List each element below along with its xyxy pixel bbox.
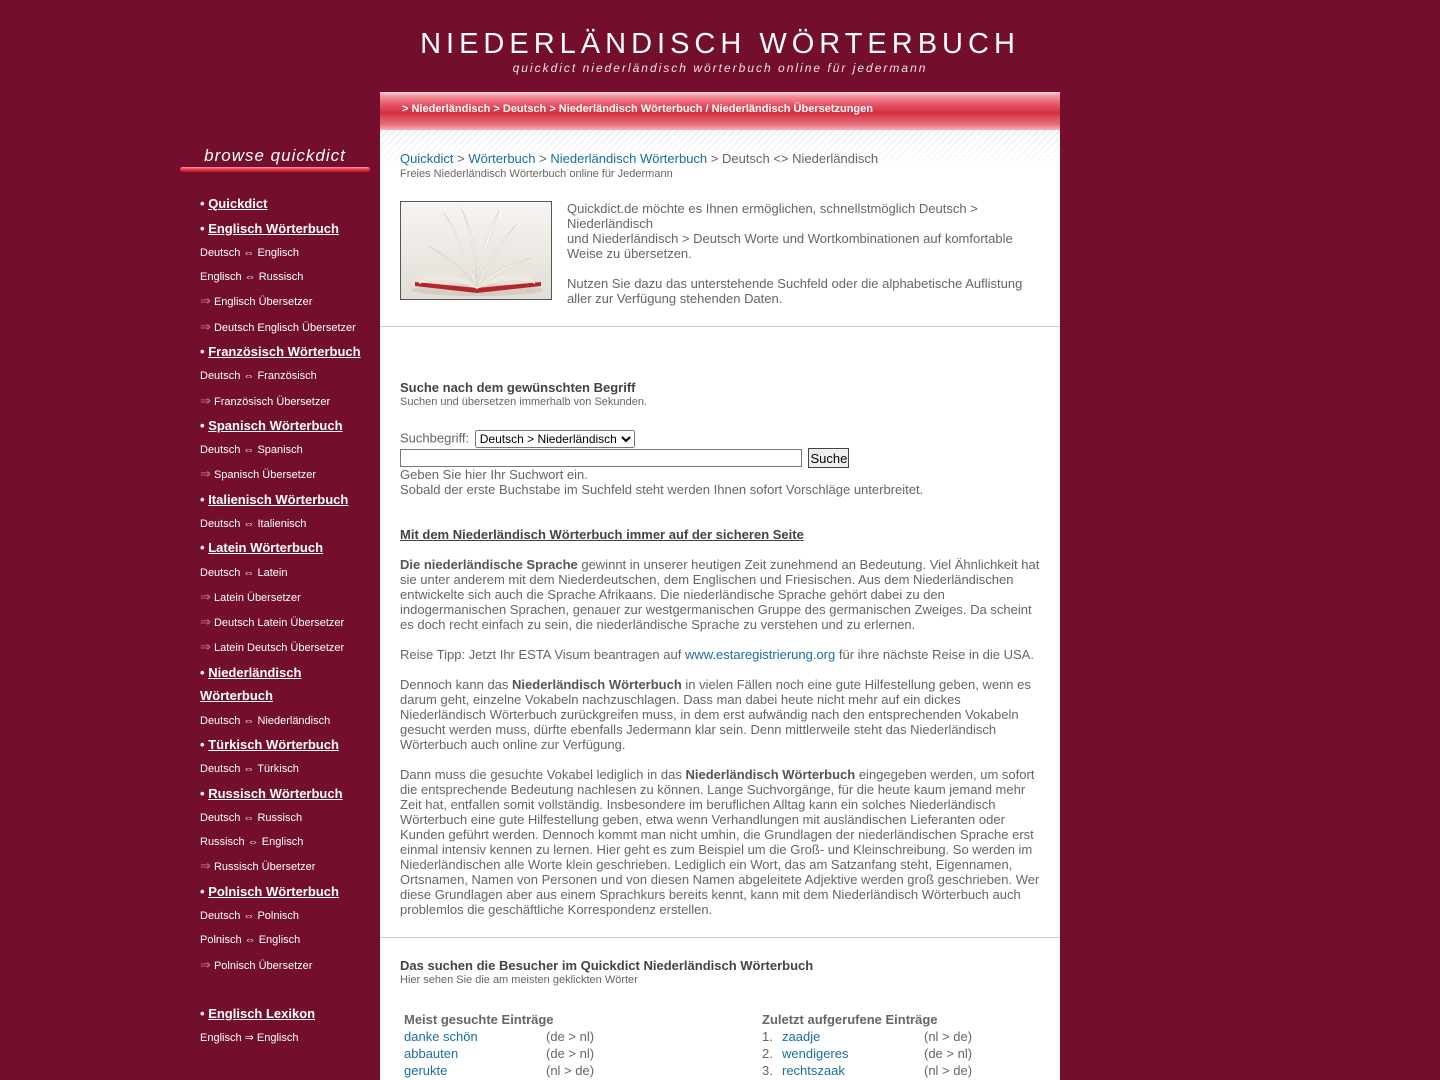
search-hint-line-1: Geben Sie hier Ihr Suchwort ein. bbox=[400, 467, 588, 482]
sidebar-item-main bbox=[200, 488, 370, 512]
entry-direction: (nl > de) bbox=[924, 1029, 973, 1044]
article-paragraph-1 bbox=[400, 557, 1040, 632]
article-p4-bold: Niederländisch Wörterbuch bbox=[685, 767, 856, 782]
sidebar-item-sub[interactable]: Deutsch ⇔ Französisch bbox=[200, 370, 317, 383]
sidebar-tool-label: Deutsch Latein Übersetzer bbox=[213, 617, 345, 630]
page-subtitle: Freies Niederländisch Wörterbuch online für Jedermann bbox=[400, 168, 673, 180]
sidebar-item-sub[interactable]: Deutsch ⇔ Spanisch bbox=[200, 444, 303, 457]
sidebar-link[interactable]: Französisch Wörterbuch bbox=[208, 343, 361, 359]
search-label: Suchbegriff: bbox=[400, 430, 470, 446]
sidebar-item-tool[interactable] bbox=[200, 610, 370, 635]
search-subheading: Suchen und übersetzen immerhalb von Sekunden. bbox=[400, 396, 648, 408]
sidebar-item-main bbox=[200, 880, 370, 904]
sidebar-item-tool[interactable] bbox=[200, 462, 370, 487]
divider bbox=[380, 326, 1060, 327]
arrow-icon: ⇒ bbox=[200, 956, 211, 972]
sidebar-item-main bbox=[200, 536, 370, 560]
top-searches-subheading: Hier sehen Sie die am meisten geklickten Wörter bbox=[400, 974, 638, 986]
entry-direction: (nl > de) bbox=[546, 1063, 595, 1078]
bullet-icon: • bbox=[200, 664, 205, 680]
sidebar-link[interactable]: Russisch Wörterbuch bbox=[208, 785, 343, 801]
article-p4-text: eingegeben werden, um sofort die entsprechende Bedeutung nachlesen zu können. Lange Suchvorgänge, für die heute kaum jemand mehr Zeit hat, entfallen somit vollständig. Insbesondere im beruflichen Alltag kann ein solches Niederländisch Wörterbuch eine gute Hilfestellung geben, etwa wenn Verhandlungen mit ausländischen Lieferanten oder Kunden geführt werden. Dennoch kommt man nicht umhin, die Grundlagen der niederländischen Sprache erst einmal intensiv kennen zu lernen. Hier geht es zum Beispiel um die Groß- und Kleinschreibung. So werden im Niederländischen alle Worte klein geschrieben. Lediglich ein Wort, das am Satzanfang steht, Eigennamen, Ortsnamen, Namen von Personen und von diesen Namen abgeleitete Adjektive werden groß geschrieben. Wer diese Grundlagen aber aus einem Sprachkurs bereits kennt, kann mit dem Niederländisch Wörterbuch auch problemlos die geschäftliche Korrespondenz erstellen. bbox=[400, 767, 1040, 917]
article-heading: Mit dem Niederländisch Wörterbuch immer auf der sicheren Seite bbox=[400, 527, 804, 542]
table-row bbox=[762, 1045, 972, 1062]
sidebar-link[interactable]: Niederländisch Wörterbuch bbox=[200, 664, 302, 704]
sidebar-link[interactable]: Englisch Lexikon bbox=[208, 1005, 316, 1021]
search-hint bbox=[400, 467, 923, 497]
arrow-icon: ⇒ bbox=[200, 293, 211, 309]
entry-number: 1. bbox=[762, 1029, 773, 1044]
bullet-icon: • bbox=[200, 491, 205, 507]
bullet-icon: • bbox=[200, 220, 205, 236]
arrow-icon: ⇒ bbox=[200, 639, 211, 655]
sidebar-item-sub[interactable]: Deutsch ⇔ Niederländisch bbox=[200, 714, 331, 727]
esta-link[interactable]: www.estaregistrierung.org bbox=[684, 647, 836, 662]
article bbox=[400, 527, 1040, 932]
table-row bbox=[404, 1045, 594, 1062]
table-cell bbox=[782, 1062, 924, 1079]
sidebar-spacer bbox=[200, 978, 370, 1002]
table-row bbox=[404, 1062, 594, 1079]
bullet-icon: • bbox=[200, 343, 205, 359]
search-hint-line-2: Sobald der erste Buchstabe im Suchfeld steht werden Ihnen sofort Vorschläge unterbreitet. bbox=[400, 482, 924, 497]
table-cell bbox=[404, 1062, 546, 1079]
sidebar-tool-label: Russisch Übersetzer bbox=[213, 861, 316, 874]
entry-link[interactable]: danke schön bbox=[404, 1029, 478, 1044]
sidebar-link[interactable]: Quickdict bbox=[208, 196, 268, 211]
intro-paragraph-2: Nutzen Sie dazu das unterstehende Suchfeld oder die alphabetische Auflistung aller zur Verfügung stehenden Daten. bbox=[567, 276, 1023, 306]
open-book-illustration bbox=[401, 202, 551, 299]
top-breadcrumb-text[interactable]: > Niederländisch > Deutsch > Niederländisch Wörterbuch / Niederländisch Übersetzungen bbox=[402, 103, 873, 115]
sidebar-item-sub[interactable]: Englisch ⇔ Russisch bbox=[200, 271, 304, 284]
sidebar-link[interactable]: Italienisch Wörterbuch bbox=[208, 491, 349, 507]
entry-link[interactable]: gerukte bbox=[404, 1063, 448, 1078]
table-header-row bbox=[404, 1011, 594, 1028]
sidebar-link[interactable]: Latein Wörterbuch bbox=[208, 540, 324, 556]
entry-link[interactable]: abbauten bbox=[404, 1046, 459, 1061]
table-row bbox=[762, 1062, 972, 1079]
article-p3-pre: Dennoch kann das bbox=[400, 677, 513, 692]
sidebar-link[interactable]: Englisch Wörterbuch bbox=[208, 220, 339, 236]
sidebar-link[interactable]: Polnisch Wörterbuch bbox=[208, 883, 339, 899]
article-p2-post: für ihre nächste Reise in die USA. bbox=[835, 647, 1034, 662]
entry-link[interactable]: rechtszaak bbox=[782, 1063, 845, 1078]
entry-direction: (nl > de) bbox=[924, 1063, 973, 1078]
sidebar-item-main bbox=[200, 340, 370, 364]
sidebar bbox=[180, 146, 370, 1050]
bullet-icon: • bbox=[200, 883, 205, 899]
sidebar-tool-label: Latein Deutsch Übersetzer bbox=[213, 642, 345, 655]
breadcrumb-link-niederlaendisch[interactable]: Niederländisch Wörterbuch bbox=[550, 151, 708, 166]
entry-link[interactable]: zaadje bbox=[782, 1029, 821, 1044]
article-p3-bold: Niederländisch Wörterbuch bbox=[512, 677, 682, 692]
bullet-icon: • bbox=[200, 417, 205, 433]
entry-direction: (de > nl) bbox=[546, 1046, 595, 1061]
article-paragraph-4 bbox=[400, 767, 1040, 917]
most-searched-title: Meist gesuchte Einträge bbox=[404, 1012, 554, 1027]
arrow-icon: ⇒ bbox=[200, 589, 211, 605]
search-heading: Suche nach dem gewünschten Begriff bbox=[400, 380, 636, 395]
table-cell bbox=[782, 1028, 924, 1045]
most-searched-table bbox=[404, 1011, 594, 1079]
sidebar-item-main bbox=[200, 192, 370, 216]
sidebar-tool-label: Polnisch Übersetzer bbox=[213, 959, 313, 972]
arrow-icon: ⇒ bbox=[200, 318, 211, 334]
table-row bbox=[404, 1028, 594, 1045]
sidebar-item-main bbox=[200, 414, 370, 438]
table-cell bbox=[404, 1045, 546, 1062]
table-cell bbox=[782, 1045, 924, 1062]
search-button[interactable]: Suche bbox=[808, 448, 849, 468]
site-title: NIEDERLÄNDISCH WÖRTERBUCH bbox=[420, 28, 1020, 60]
sidebar-title: browse quickdict bbox=[204, 146, 346, 165]
sidebar-item-sub[interactable]: Englisch ⇒ Englisch bbox=[200, 1032, 299, 1045]
intro-line-2: und Niederländisch > Deutsch Worte und Wortkombinationen auf komfortable Weise zu übersetzen. bbox=[567, 231, 1013, 261]
sidebar-tool-label: Spanisch Übersetzer bbox=[213, 469, 317, 482]
breadcrumb-separator: > bbox=[710, 151, 719, 166]
sidebar-item-tool[interactable] bbox=[200, 635, 370, 660]
breadcrumb-link-quickdict[interactable]: Quickdict bbox=[400, 151, 454, 166]
article-paragraph-2 bbox=[400, 647, 1040, 662]
breadcrumb-separator: > bbox=[539, 151, 547, 166]
top-searches-heading: Das suchen die Besucher im Quickdict Niederländisch Wörterbuch bbox=[400, 958, 814, 973]
entry-direction: (de > nl) bbox=[924, 1046, 973, 1061]
sidebar-item-main bbox=[200, 661, 370, 708]
search-input[interactable] bbox=[400, 449, 802, 467]
bullet-icon: • bbox=[200, 1005, 205, 1021]
arrow-icon: ⇒ bbox=[200, 614, 211, 630]
article-p2-pre: Reise Tipp: Jetzt Ihr ESTA Visum beantragen auf bbox=[400, 647, 685, 662]
sidebar-item-sub[interactable]: Polnisch ⇔ Englisch bbox=[200, 934, 301, 947]
sidebar-item-tool[interactable] bbox=[200, 389, 370, 414]
bullet-icon: • bbox=[200, 540, 205, 556]
arrow-icon: ⇒ bbox=[200, 858, 211, 874]
site-subtitle: quickdict niederländisch wörterbuch online für jedermann bbox=[512, 61, 928, 75]
intro-line-1: Quickdict.de möchte es Ihnen ermöglichen, schnellstmöglich Deutsch > Niederländisch bbox=[567, 201, 978, 231]
recent-entries-title: Zuletzt aufgerufene Einträge bbox=[762, 1012, 938, 1027]
sidebar-tool-label: Englisch Übersetzer bbox=[213, 296, 313, 309]
arrow-icon: ⇒ bbox=[200, 466, 211, 482]
intro-text bbox=[567, 201, 1037, 321]
breadcrumb-link-woerterbuch[interactable]: Wörterbuch bbox=[468, 151, 536, 166]
entry-number: 2. bbox=[762, 1046, 773, 1061]
sidebar-item-tool[interactable] bbox=[200, 289, 370, 314]
sidebar-item-sub[interactable]: Deutsch ⇔ Polnisch bbox=[200, 910, 300, 923]
search-direction-select[interactable] bbox=[475, 430, 635, 448]
table-header-row bbox=[762, 1011, 972, 1028]
sidebar-tool-label: Latein Übersetzer bbox=[213, 592, 301, 605]
sidebar-item-sub[interactable]: Deutsch ⇔ Türkisch bbox=[200, 763, 299, 776]
sidebar-item-tool[interactable] bbox=[200, 953, 370, 978]
sidebar-item-main bbox=[200, 782, 370, 806]
sidebar-nav bbox=[180, 172, 370, 1050]
search-direction-row bbox=[400, 430, 635, 448]
breadcrumb-separator: > bbox=[457, 151, 465, 166]
bullet-icon: • bbox=[200, 736, 205, 752]
article-paragraph-3 bbox=[400, 677, 1040, 752]
entry-number: 3. bbox=[762, 1063, 773, 1078]
intro-paragraph-1 bbox=[567, 201, 1037, 261]
top-breadcrumb-bar bbox=[380, 92, 1060, 130]
entry-direction: (de > nl) bbox=[546, 1029, 595, 1044]
table-cell bbox=[404, 1028, 546, 1045]
entry-link[interactable]: wendigeres bbox=[782, 1046, 849, 1061]
table-row bbox=[762, 1028, 972, 1045]
sidebar-item-main bbox=[200, 733, 370, 757]
bullet-icon: • bbox=[200, 196, 205, 211]
sidebar-item-main bbox=[200, 217, 370, 241]
sidebar-tool-label: Französisch Übersetzer bbox=[213, 395, 331, 408]
sidebar-item-main bbox=[200, 1002, 370, 1026]
sidebar-tool-label: Deutsch Englisch Übersetzer bbox=[213, 321, 356, 334]
divider bbox=[380, 937, 1060, 938]
sidebar-item-sub[interactable]: Deutsch ⇔ Latein bbox=[200, 566, 288, 579]
arrow-icon: ⇒ bbox=[200, 392, 211, 408]
article-p3-text: in vielen Fällen noch eine gute Hilfestellung geben, wenn es darum geht, einzelne Vokabeln nachzuschlagen. Dass man dabei heute nicht mehr auf ein dickes Niederländisch Wörterbuch zurückgreifen muss, in dem erst aufwändig nach den entsprechenden Vokabeln gesucht werden muss, dürfte ebenfalls Jedermann klar sein. Denn mittlerweile steht das Niederländisch Wörterbuch auch online zur Verfügung. bbox=[400, 677, 1031, 752]
breadcrumb-current: Deutsch <> Niederländisch bbox=[722, 151, 879, 166]
open-book-image bbox=[400, 201, 552, 300]
sidebar-link[interactable]: Spanisch Wörterbuch bbox=[208, 417, 343, 433]
main-content bbox=[380, 130, 1060, 1080]
sidebar-item-sub[interactable]: Russisch ⇔ Englisch bbox=[200, 836, 304, 849]
sidebar-item-tool[interactable] bbox=[200, 854, 370, 879]
article-p1-text: gewinnt in unserer heutigen Zeit zunehmend an Bedeutung. Viel Ähnlichkeit hat sie unter anderem mit dem Niederdeutschen, dem Englischen und Friesischen. Aus dem Niederländischen entwickelte sich auch die Sprache Afrikaans. Die niederländische Sprache gehört dabei zu den indogermanischen Sprachen, genauer zur westgermanischen Gruppe des germanischen Zweiges. Da scheint es doch recht einfach zu sein, die niederländische Sprache zu verstehen und zu erlernen. bbox=[400, 557, 1040, 632]
article-p4-pre: Dann muss die gesuchte Vokabel lediglich in das bbox=[400, 767, 686, 782]
sidebar-item-sub[interactable]: Deutsch ⇔ Englisch bbox=[200, 247, 300, 259]
article-p1-bold: Die niederländische Sprache bbox=[400, 557, 578, 572]
sidebar-item-sub[interactable]: Deutsch ⇔ Italienisch bbox=[200, 518, 307, 531]
sidebar-item-tool[interactable] bbox=[200, 315, 370, 340]
sidebar-link[interactable]: Türkisch Wörterbuch bbox=[208, 736, 339, 752]
sidebar-item-tool[interactable] bbox=[200, 585, 370, 610]
sidebar-item-sub[interactable]: Deutsch ⇔ Russisch bbox=[200, 812, 303, 825]
search-input-row bbox=[400, 448, 849, 468]
recent-entries-table bbox=[762, 1011, 972, 1079]
bullet-icon: • bbox=[200, 785, 205, 801]
breadcrumb bbox=[400, 151, 878, 166]
